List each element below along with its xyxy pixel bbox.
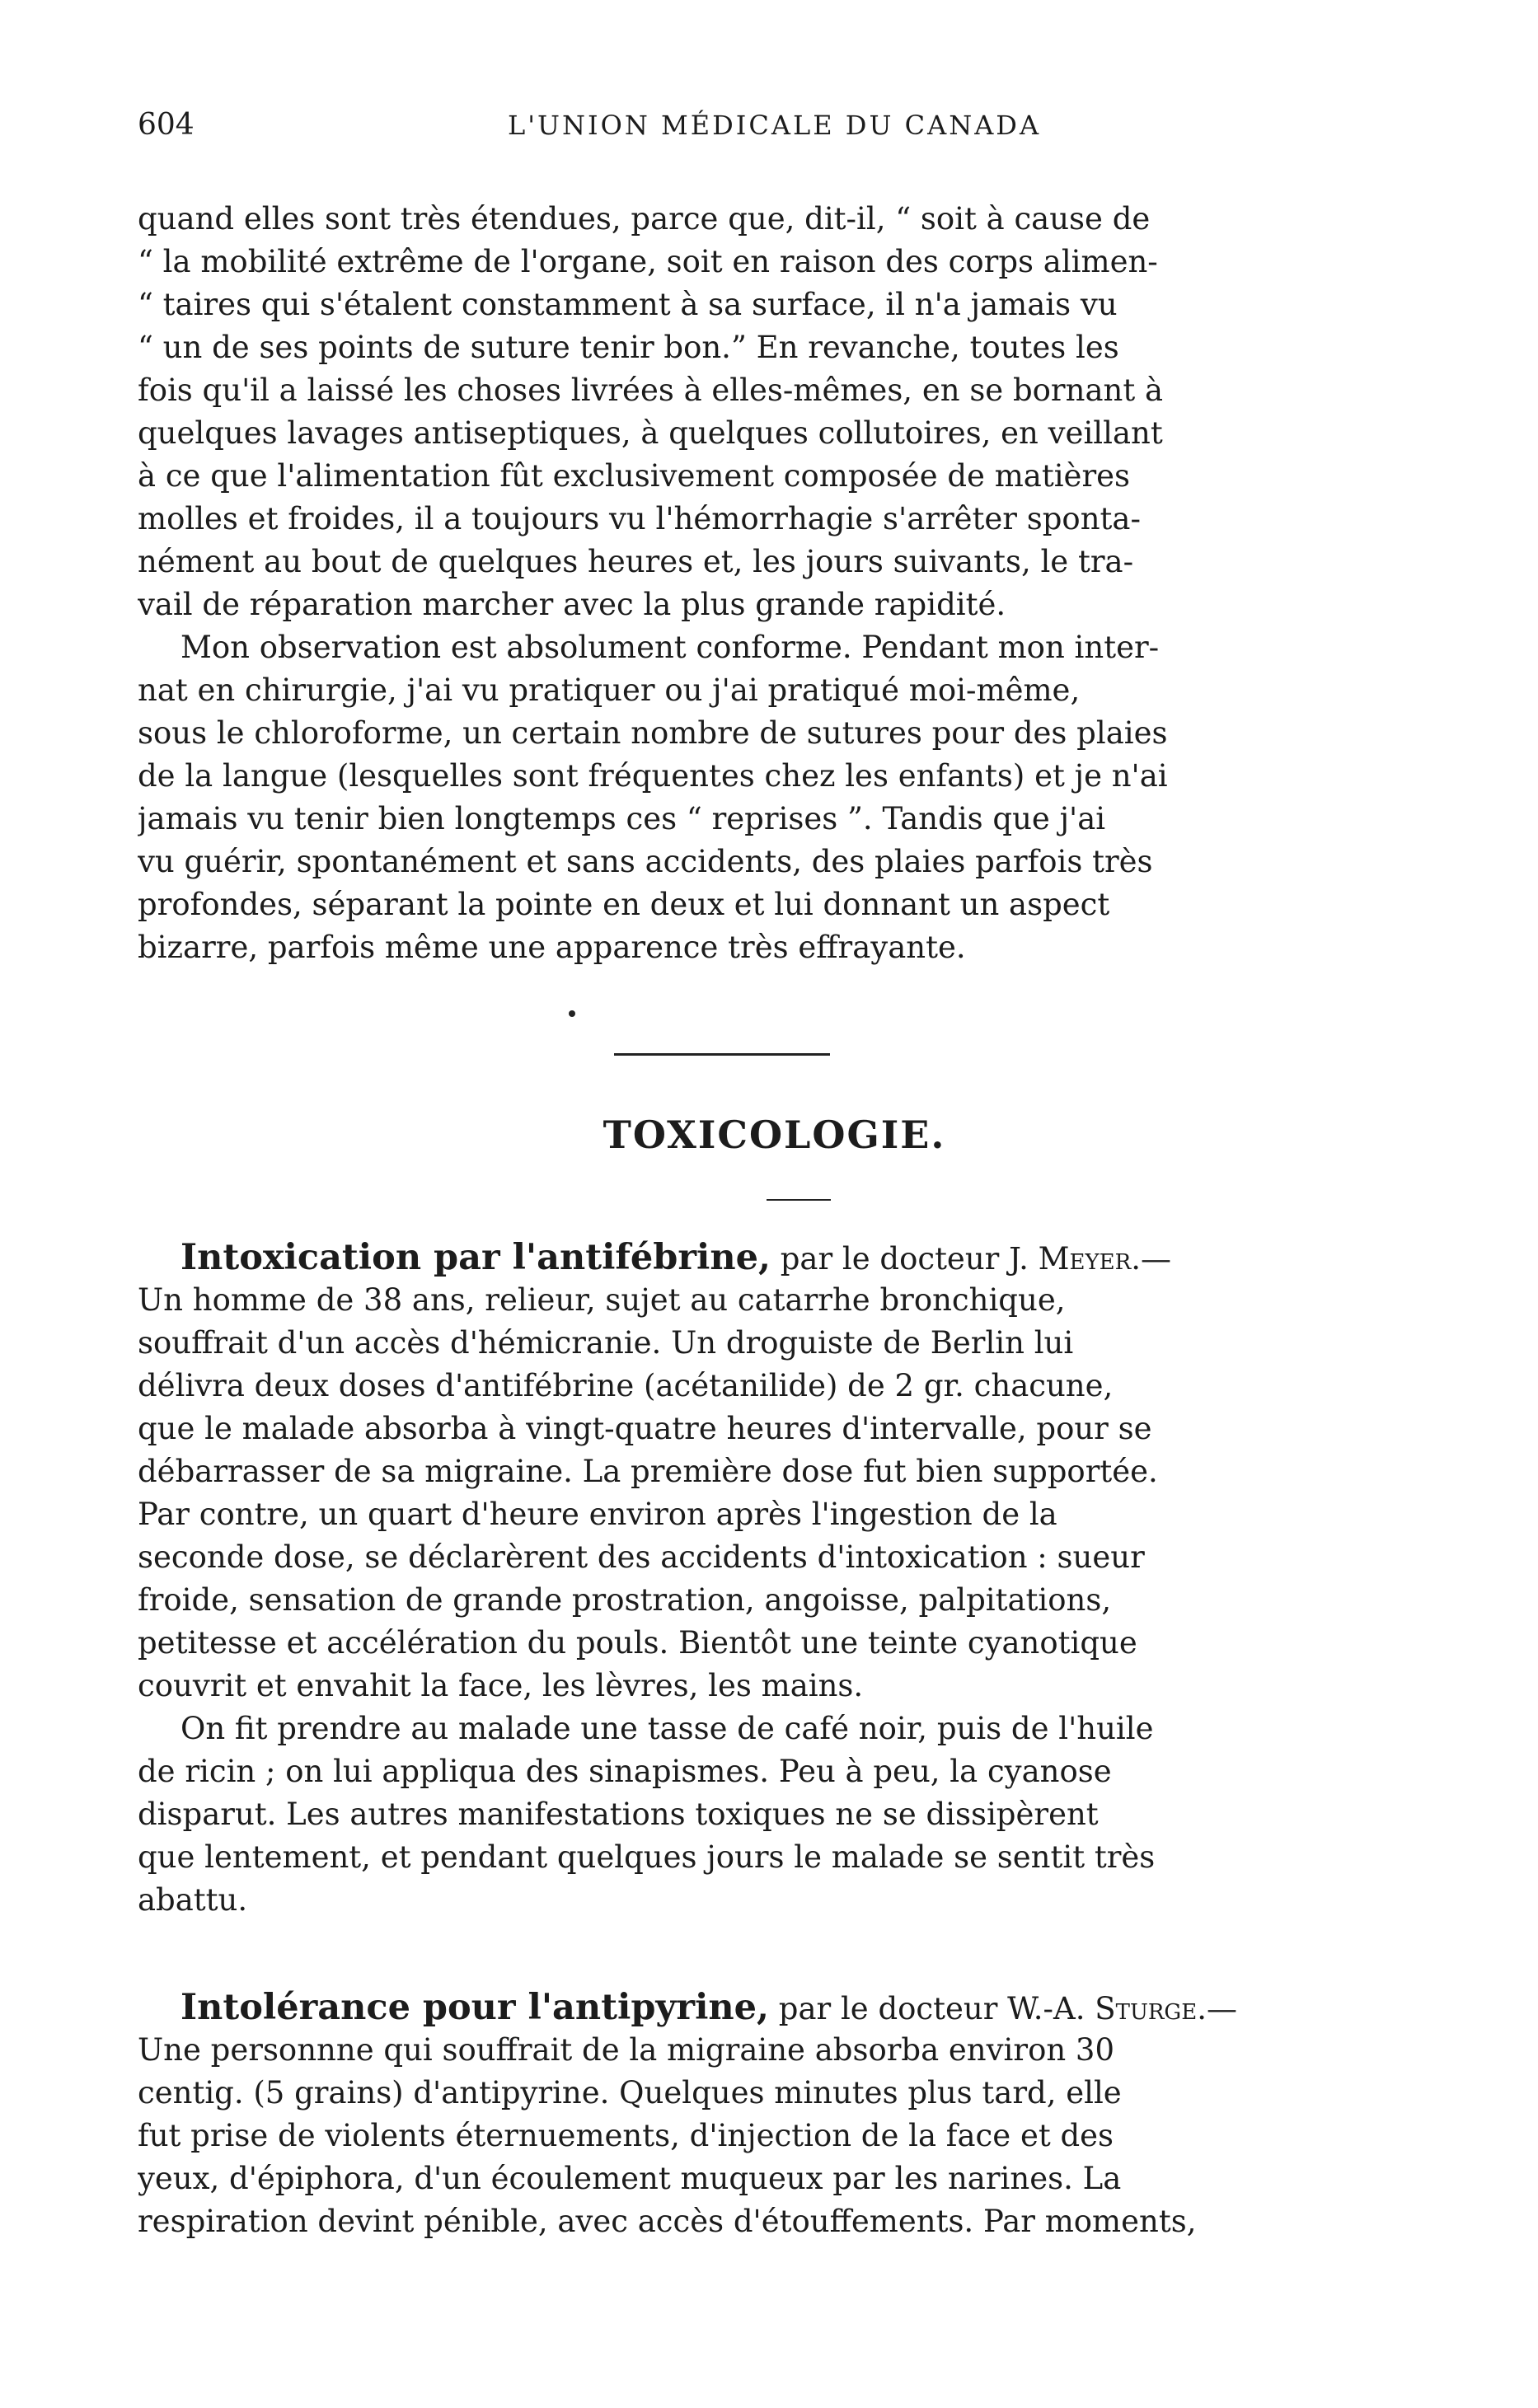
- observation-paragraph: [138, 626, 1411, 969]
- text-line: “ un de ses points de suture tenir bon.” En revanche, toutes les: [138, 330, 1119, 365]
- text-line: “ la mobilité extrême de l'organe, soit en raison des corps alimen-: [138, 244, 1158, 279]
- text-line: jamais vu tenir bien longtemps ces “ reprises ”. Tandis que j'ai: [138, 801, 1106, 836]
- text-line: Un homme de 38 ans, relieur, sujet au catarrhe bronchique,: [138, 1282, 1066, 1318]
- text-line: petitesse et accélération du pouls. Bientôt une teinte cyanotique: [138, 1625, 1137, 1661]
- text-line: nément au bout de quelques heures et, les jours suivants, le tra-: [138, 544, 1134, 579]
- text-line: yeux, d'épiphora, d'un écoulement muqueux par les narines. La: [138, 2161, 1122, 2196]
- text-line: que lentement, et pendant quelques jours le malade se sentit très: [138, 1839, 1156, 1875]
- section-title: TOXICOLOGIE.: [603, 1113, 946, 1157]
- text-line: abattu.: [138, 1882, 248, 1918]
- article-antifebrine: [138, 1236, 1411, 1922]
- article-title: Intolérance pour l'antipyrine,: [181, 1987, 769, 2028]
- text-line: sous le chloroforme, un certain nombre de sutures pour des plaies: [138, 715, 1168, 751]
- text-line: de la langue (lesquelles sont fréquentes chez les enfants) et je n'ai: [138, 758, 1168, 794]
- text-line: respiration devint pénible, avec accès d'étouffements. Par moments,: [138, 2204, 1197, 2239]
- page-header: [138, 105, 1411, 155]
- text-line: molles et froides, il a toujours vu l'hémorrhagie s'arrêter sponta-: [138, 501, 1141, 536]
- text-line: de ricin ; on lui appliqua des sinapismes. Peu à peu, la cyanose: [138, 1754, 1112, 1789]
- ornament-dot: [569, 1010, 575, 1017]
- byline-suffix: .—: [1197, 1991, 1237, 2026]
- byline-prefix: par le docteur J.: [770, 1241, 1039, 1277]
- text-line: “ taires qui s'étalent constamment à sa surface, il n'a jamais vu: [138, 287, 1118, 322]
- text-line: bizarre, parfois même une apparence très effrayante.: [138, 930, 966, 965]
- text-line: que le malade absorba à vingt-quatre heures d'intervalle, pour se: [138, 1411, 1152, 1446]
- author-name: Meyer: [1038, 1241, 1132, 1277]
- text-line: froide, sensation de grande prostration, angoisse, palpitations,: [138, 1582, 1112, 1618]
- article-title: Intoxication par l'antifébrine,: [181, 1237, 771, 1278]
- text-line: Mon observation est absolument conforme. Pendant mon inter-: [181, 630, 1160, 665]
- article-antipyrine: [138, 1986, 1411, 2243]
- byline-suffix: .—: [1131, 1241, 1171, 1277]
- running-title: L'UNION MÉDICALE DU CANADA: [507, 110, 1042, 141]
- text-line: vu guérir, spontanément et sans accidents, des plaies parfois très: [138, 844, 1153, 879]
- text-line: quand elles sont très étendues, parce que, dit-il, “ soit à cause de: [138, 201, 1151, 237]
- title-underline: [767, 1199, 831, 1201]
- text-line: débarrasser de sa migraine. La première dose fut bien supportée.: [138, 1454, 1158, 1489]
- text-line: à ce que l'alimentation fût exclusivement composée de matières: [138, 458, 1131, 494]
- text-line: disparut. Les autres manifestations toxiques ne se dissipèrent: [138, 1797, 1099, 1832]
- text-line: nat en chirurgie, j'ai vu pratiquer ou j'ai pratiqué moi-même,: [138, 672, 1081, 708]
- article-heading-line: [138, 1986, 1411, 2029]
- text-line: couvrit et envahit la face, les lèvres, les mains.: [138, 1668, 864, 1703]
- section-divider: [614, 1053, 830, 1056]
- text-line: Par contre, un quart d'heure environ après l'ingestion de la: [138, 1497, 1057, 1532]
- article-heading-line: [138, 1236, 1411, 1279]
- byline-prefix: par le docteur W.-A.: [769, 1991, 1095, 2026]
- text-line: fois qu'il a laissé les choses livrées à elles-mêmes, en se bornant à: [138, 372, 1164, 408]
- intro-paragraph: [138, 198, 1411, 626]
- text-line: profondes, séparant la pointe en deux et lui donnant un aspect: [138, 887, 1110, 922]
- text-line: quelques lavages antiseptiques, à quelques collutoires, en veillant: [138, 415, 1163, 451]
- text-line: fut prise de violents éternuements, d'injection de la face et des: [138, 2118, 1114, 2153]
- text-line: seconde dose, se déclarèrent des accidents d'intoxication : sueur: [138, 1539, 1145, 1575]
- text-line: souffrait d'un accès d'hémicranie. Un droguiste de Berlin lui: [138, 1325, 1074, 1361]
- text-line: On fit prendre au malade une tasse de café noir, puis de l'huile: [181, 1711, 1154, 1746]
- author-name: Sturge: [1095, 1991, 1198, 2026]
- text-line: Une personnne qui souffrait de la migraine absorba environ 30: [138, 2032, 1115, 2068]
- text-line: centig. (5 grains) d'antipyrine. Quelques minutes plus tard, elle: [138, 2075, 1122, 2111]
- text-line: délivra deux doses d'antifébrine (acétanilide) de 2 gr. chacune,: [138, 1368, 1114, 1403]
- page-number: 604: [138, 108, 195, 142]
- text-line: vail de réparation marcher avec la plus grande rapidité.: [138, 587, 1006, 622]
